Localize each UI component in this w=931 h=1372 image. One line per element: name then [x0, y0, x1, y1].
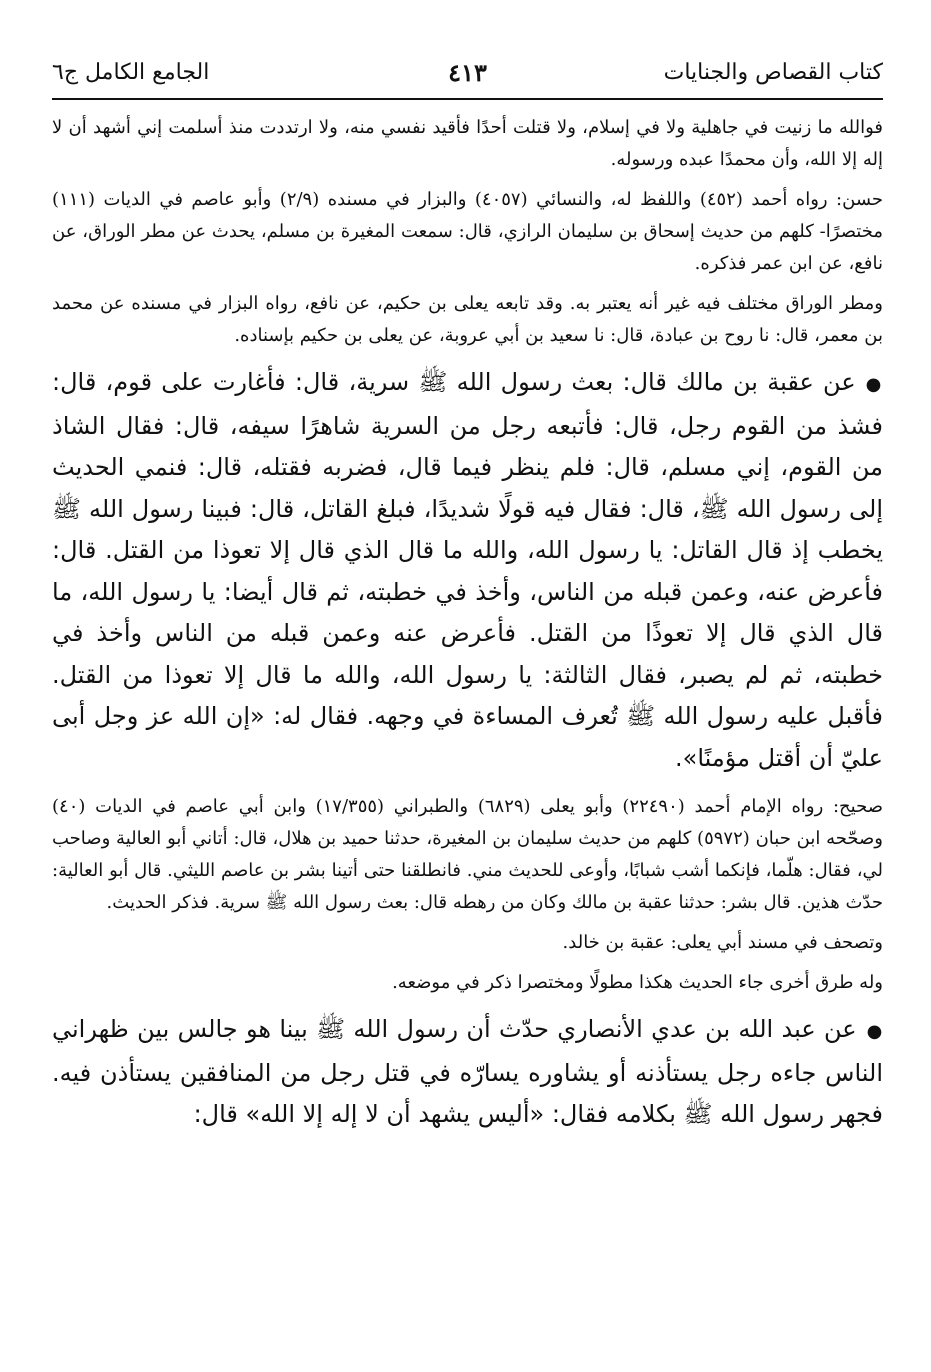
paragraph-takhrij-2: صحيح: رواه الإمام أحمد (٢٢٤٩٠) وأبو يعلى (٦٨٢٩) والطبراني (١٧/٣٥٥) وابن أبي عاصم في الديات (٤٠) وصحّحه ابن حبان (٥٩٧٢) كلهم من حديث سليمان بن المغيرة، حدثنا حميد بن هلال، قال: أتاني أبو العالية وصاحب لي، فقال: هلّما، فإنكما أشب شبابًا، وأوعى للحديث مني. فانطلقنا حتى أتينا بشر بن عاصم الليثي. قال أبو العالية: حدّث هذين. قال بشر: حدثنا عقبة بن مالك وكان من رهطه قال: بعث رسول الله ﷺ سرية. فذكر الحديث.	[52, 796, 884, 913]
hadith-2-text: عن عبد الله بن عدي الأنصاري حدّث أن رسول الله ﷺ بينا هو جالس بين ظهراني الناس جاءه رجل يستأذنه أو يشاوره يسارّه في قتل رجل من المنافقين يستأذن فيه. فجهر رسول الله ﷺ بكلامه فقال: «أليس يشهد أن لا إله إلا الله» قال:	[52, 1015, 883, 1128]
hadith-1-text: عن عقبة بن مالك قال: بعث رسول الله ﷺ سرية، قال: فأغارت على قوم، قال: فشذ من القوم رجل، قال: فأتبعه رجل من السرية شاهرًا سيفه، قال: فقال الشاذ من القوم، إني مسلم، قال: فلم ينظر فيما قال، فضربه فقتله، قال: فنمي الحديث إلى رسول الله ﷺ، قال: فقال فيه قولًا شديدًا، فبلغ القاتل، قال: فبينا رسول الله ﷺ يخطب إذ قال القاتل: يا رسول الله، والله ما قال الذي قال إلا تعوذا من القتل. قال: فأعرض عنه، وعمن قبله من الناس، وأخذ في خطبته، ثم قال أيضا: يا رسول الله، ما قال الذي قال إلا تعوذًا من القتل. فأعرض عنه وعمن قبله من الناس وأخذ في خطبته، ثم لم يصبر، فقال الثالثة: يا رسول الله، والله ما قال إلا تعوذا من القتل. فأقبل عليه رسول الله ﷺ تُعرف المساءة في وجهه. فقال له: «إن الله عز وجل أبى عليّ أن أقتل مؤمنًا».	[52, 368, 883, 772]
hadith-2	[52, 1009, 883, 1136]
page-number: ٤١٣	[448, 58, 487, 87]
hadith-1	[52, 362, 883, 779]
book-page	[52, 52, 883, 1362]
paragraph-continuation: فوالله ما زنيت في جاهلية ولا في إسلام، ولا قتلت أحدًا فأقيد نفسي منه، ولا ارتددت منذ أسلمت إني أشهد أن لا إله إلا الله، وأن محمدًا عبده ورسوله.	[52, 117, 883, 170]
paragraph-note-2: وتصحف في مسند أبي يعلى: عقبة بن خالد.	[562, 932, 883, 953]
bullet-icon: ●	[865, 374, 883, 395]
paragraph-note-3: وله طرق أخرى جاء الحديث هكذا مطولًا ومختصرا ذكر في موضعه.	[392, 972, 883, 993]
page-header	[52, 52, 883, 98]
bullet-icon: ●	[866, 1021, 883, 1042]
volume-label: الجامع الكامل ج٦	[52, 60, 210, 85]
header-divider	[52, 98, 883, 100]
paragraph-note-1: ومطر الوراق مختلف فيه غير أنه يعتبر به. وقد تابعه يعلى بن حكيم، عن نافع، رواه البزار في مسنده عن محمد بن معمر، قال: نا روح بن عبادة، قال: نا سعيد بن أبي عروبة، عن يعلى بن حكيم بإسناده.	[52, 293, 883, 346]
book-title: كتاب القصاص والجنايات	[663, 60, 883, 85]
paragraph-takhrij-1: حسن: رواه أحمد (٤٥٢) واللفظ له، والنسائي (٤٠٥٧) والبزار في مسنده (٢/٩) وأبو عاصم في الديات (١١١) مختصرًا- كلهم من حديث إسحاق بن سليمان الرازي، قال: سمعت المغيرة بن مسلم، يحدث عن مطر الوراق، عن نافع، عن ابن عمر فذكره.	[52, 189, 884, 274]
